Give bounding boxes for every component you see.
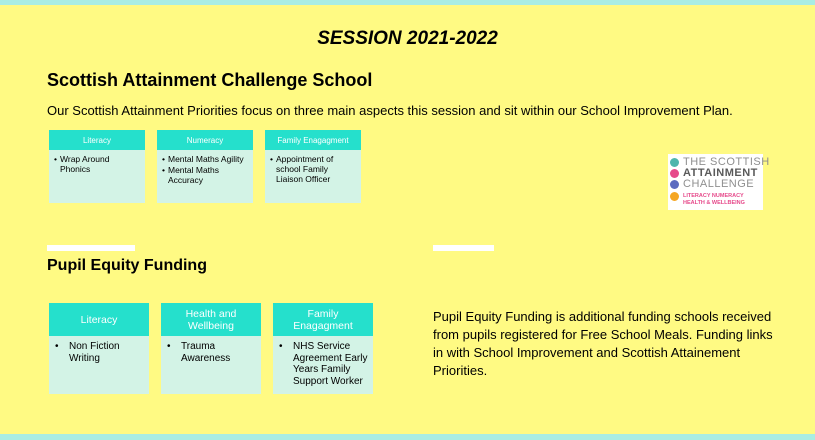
card-bullet: • Trauma Awareness [167, 341, 231, 364]
card-header: Literacy [49, 130, 145, 150]
sac-intro: Our Scottish Attainment Priorities focus on three main aspects this session and sit within our School Improvement Plan. [47, 103, 733, 118]
pef-card-health [161, 303, 261, 394]
scottish-attainment-challenge-logo: THE SCOTTISH ATTAINMENT CHALLENGE LITERACY NUMERACY HEALTH & WELLBEING [668, 154, 763, 210]
pef-card-literacy [49, 303, 149, 394]
card-header: Literacy [49, 303, 149, 336]
sac-card-family [265, 130, 361, 203]
logo-circle-icon [670, 158, 679, 167]
card-body [161, 336, 261, 394]
divider-bar [47, 245, 135, 251]
card-bullet: • Non Fiction Writing [55, 341, 120, 364]
card-bullet: • Appointment of school Family Liaison Officer [270, 154, 334, 184]
card-bullet: • Mental Maths Accuracy [162, 165, 220, 185]
sac-card-numeracy [157, 130, 253, 203]
card-bullet: • NHS Service Agreement Early Years Family Support Worker [279, 341, 368, 387]
pef-description: Pupil Equity Funding is additional funding schools received from pupils registered for Free School Meals. Funding links in with School Improvement and Scottish Attainement Priorities. [433, 309, 773, 378]
card-header: Health and Wellbeing [161, 303, 261, 336]
card-body [49, 150, 145, 203]
card-bullet: • Wrap Around Phonics [54, 154, 110, 174]
card-body [157, 150, 253, 203]
card-body [273, 336, 373, 394]
sac-card-literacy [49, 130, 145, 203]
pef-card-family [273, 303, 373, 394]
divider-bar [433, 245, 494, 251]
logo-circle-icon [670, 180, 679, 189]
sac-heading: Scottish Attainment Challenge School [47, 70, 373, 90]
card-body [49, 336, 149, 394]
logo-circle-icon [670, 192, 679, 201]
card-header: Family Enagagment [273, 303, 373, 336]
card-bullet: • Mental Maths Agility [162, 154, 244, 164]
logo-circle-icon [670, 169, 679, 178]
card-header: Family Enagagment [265, 130, 361, 150]
card-header: Numeracy [157, 130, 253, 150]
pef-heading: Pupil Equity Funding [47, 257, 207, 274]
card-body [265, 150, 361, 203]
session-title: SESSION 2021-2022 [317, 28, 498, 49]
